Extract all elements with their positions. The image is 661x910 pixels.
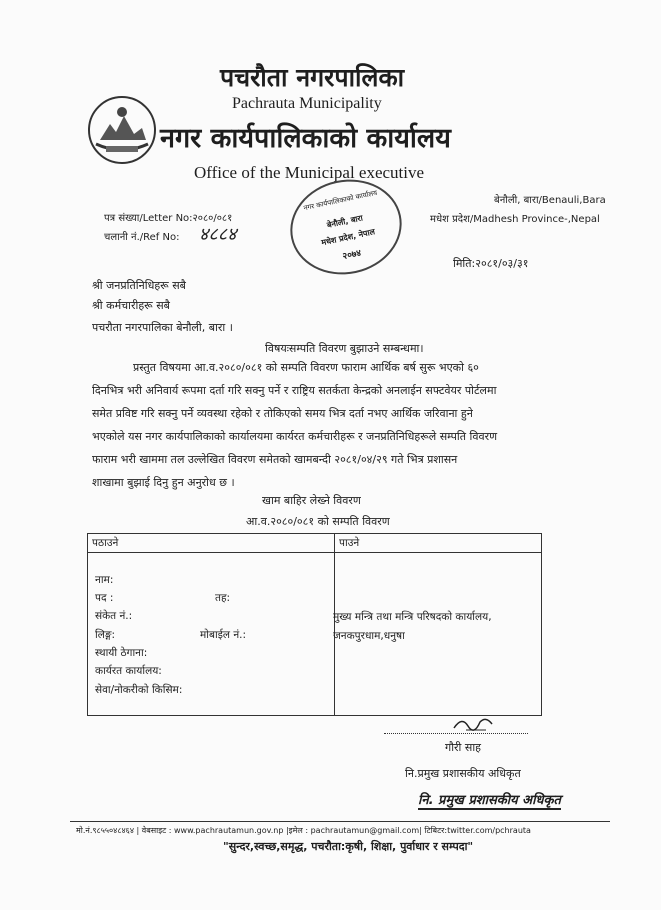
footer-slogan: "सुन्दर,स्वच्छ,समृद्ध, पचरौता:कृषी, शिक्षा, पुर्वाधार र सम्पदा" xyxy=(223,840,474,853)
receiver-header-label: पाउने xyxy=(339,537,360,549)
field-level: तह: xyxy=(215,592,231,604)
field-post: पद : xyxy=(95,592,114,604)
body-line-6: शाखामा बुझाई दिनु हुन अनुरोध छ । xyxy=(92,476,235,489)
municipality-emblem-icon xyxy=(86,94,158,166)
field-code: संकेत नं.: xyxy=(95,610,133,622)
office-title-np: नगर कार्यपालिकाको कार्यालय xyxy=(160,123,451,154)
recipient-3: पचरौता नगरपालिका बेनौली, बारा । xyxy=(92,321,233,334)
body-line-3: समेत प्रविष्ट गरि सक्नु पर्ने व्यवस्था रहेको र तोकिएको समय भित्र दर्ता नभए आर्थिक जरिवाना हुने xyxy=(92,407,473,420)
field-service-type: सेवा/नोकरीको किसिम: xyxy=(95,684,183,696)
body-line-4: भएकोले यस नगर कार्यपालिकाको कार्यालयमा कार्यरत कर्मचारीहरू र जनप्रतिनिधिहरूले सम्पति विवरण xyxy=(92,430,498,443)
signatory-title: नि.प्रमुख प्रशासकीय अधिकृत xyxy=(405,767,521,780)
field-office: कार्यरत कार्यालय: xyxy=(95,665,162,677)
recipient-2: श्री कर्मचारीहरू सबै xyxy=(92,299,170,312)
stamp-text-1: नगर कार्यपालिकाको कार्यालय xyxy=(302,188,378,213)
stamp-text-3: मधेश प्रदेश, नेपाल xyxy=(320,227,376,248)
signatory-seal: नि. प्रमुख प्रशासकीय अधिकृत xyxy=(418,790,561,810)
ref-number-label: चलानी नं./Ref No: xyxy=(104,232,180,243)
subject-line: विषयःसम्पति विवरण बुझाउने सम्बन्धमा। xyxy=(265,342,424,355)
body-line-1: प्रस्तुत विषयमा आ.व.२०८०/०८१ को सम्पति विवरण फाराम आर्थिक बर्ष सुरू भएको ६० xyxy=(133,361,479,374)
signature-scribble xyxy=(452,712,498,734)
address-line1: बेनौली, बारा/Benauli,Bara xyxy=(494,195,606,206)
sender-column-header xyxy=(88,534,335,553)
signature-line xyxy=(384,733,528,734)
body-line-5: फाराम भरी खाममा तल उल्लेखित विवरण समेतको खामबन्दी २०८१/०४/२९ गते भित्र प्रशासन xyxy=(92,453,458,466)
municipality-title-en: Pachrauta Municipality xyxy=(232,95,382,112)
stamp-text-4: २०७४ xyxy=(341,248,363,263)
body-line-2: दिनभित्र भरी अनिवार्य रूपमा दर्ता गरि सक्नु पर्ने र राष्ट्रिय सतर्कता केन्द्रको अनलाईन सफ्टवेयर पोर्टलमा xyxy=(92,384,497,397)
letter-number: पत्र संख्या/Letter No:२०८०/०८१ xyxy=(104,213,233,224)
municipality-title-np: पचरौता नगरपालिका xyxy=(220,63,405,92)
office-title-en: Office of the Municipal executive xyxy=(194,163,425,182)
letter-date: मिति:२०८१/०३/३१ xyxy=(453,257,529,270)
receiver-line-2: जनकपुरधाम,धनुषा xyxy=(333,630,405,642)
address-line2: मधेश प्रदेश/Madhesh Province-,Nepal xyxy=(430,214,600,225)
signatory-name: गौरी साह xyxy=(445,741,482,754)
field-mobile: मोबाईल नं.: xyxy=(200,629,247,641)
receiver-line-1: मुख्य मन्त्रि तथा मन्त्रि परिषदको कार्यालय, xyxy=(333,611,492,623)
receiver-column-header xyxy=(335,534,542,553)
recipient-1: श्री जनप्रतिनिधिहरू सबै xyxy=(92,279,186,292)
stamp-text-2: बेनौली, बारा xyxy=(326,213,364,230)
envelope-heading: खाम बाहिर लेख्ने विवरण xyxy=(262,494,361,507)
field-gender: लिङ्ग: xyxy=(95,629,116,641)
footer-divider xyxy=(70,821,610,822)
field-permanent-address: स्थायी ठेगाना: xyxy=(95,647,148,659)
envelope-subheading: आ.व.२०८०/०८१ को सम्पति विवरण xyxy=(246,515,390,528)
ref-number-handwritten: ४८८४ xyxy=(199,224,237,245)
field-name: नाम: xyxy=(95,574,114,586)
sender-header-label: पठाउने xyxy=(92,537,119,549)
office-stamp xyxy=(281,169,410,284)
footer-contact: मो.नं.९८५५०४८४६४ | वेबसाइट : www.pachrautamun.gov.np |इमेल : pachrautamun@gmail.com| टिबिटर:twitter.com/pchrauta xyxy=(76,826,531,835)
